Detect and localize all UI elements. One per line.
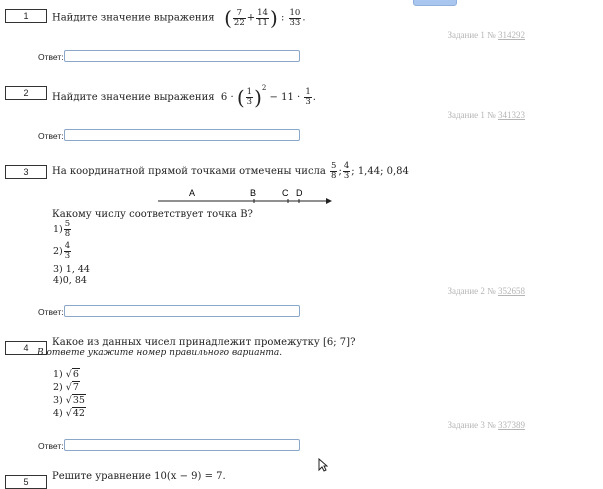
question-4-lead: Какое из данных чисел принадлежит промежутку [6; 7]? xyxy=(52,337,356,348)
answer-label-1: Ответ: xyxy=(38,52,64,62)
number-line-arrow xyxy=(326,198,332,204)
answer-input-4[interactable] xyxy=(64,439,300,451)
fraction-1-3-second: $\frac{1}{3}$ xyxy=(305,87,311,107)
question-number-2: 2 xyxy=(5,86,47,100)
question-3-prompt: Какому числу соответствует точка B? xyxy=(52,209,253,220)
answer-label-4: Ответ: xyxy=(38,441,64,451)
fraction-4-3: $\frac{4}{3}$ xyxy=(343,161,350,181)
number-line xyxy=(150,186,335,208)
fraction-5-8: $\frac{5}{8}$ xyxy=(331,161,337,181)
task-reference-2: Задание 1 № 341323 xyxy=(447,110,525,120)
task-link-1[interactable]: 314292 xyxy=(498,30,525,40)
answer-label-2: Ответ: xyxy=(38,131,64,141)
fraction-14-11: $\frac{14}{11}$ xyxy=(257,7,268,28)
fraction-7-22: $\frac{7}{22}$ xyxy=(233,7,245,28)
point-label-b: B xyxy=(250,188,257,198)
answer-input-1[interactable] xyxy=(64,50,300,62)
point-label-c: C xyxy=(282,188,289,198)
task-reference-3: Задание 2 № 352658 xyxy=(447,286,525,296)
question-1-text: Найдите значение выражения ( $\frac{7}{22}$ + $\frac{14}{11}$ ) : $\frac{10}{33}$ . xyxy=(52,6,306,30)
question-number-3: 3 xyxy=(5,165,47,179)
task-link-4[interactable]: 337389 xyxy=(498,420,525,430)
task-link-2[interactable]: 341323 xyxy=(498,110,525,120)
task-link-3[interactable]: 352658 xyxy=(498,286,525,296)
option-4-3: 3) √35 xyxy=(53,395,85,406)
point-label-d: D xyxy=(296,188,303,198)
question-4-hint: В ответе укажите номер правильного варианта. xyxy=(37,348,283,358)
question-number-1: 1 xyxy=(5,9,47,23)
question-3-text: На координатной прямой точками отмечены числа $\frac{5}{8}$ ; $\frac{4}{3}$ ; 1,44; 0,84 xyxy=(52,161,409,181)
answer-label-3: Ответ: xyxy=(38,307,64,317)
option-3-4: 4)0, 84 xyxy=(53,275,87,286)
answer-input-2[interactable] xyxy=(64,129,300,141)
sqrt-42: √42 xyxy=(65,408,85,419)
fraction-1-3: $\frac{1}{3}$ xyxy=(246,87,253,107)
option-4-4: 4) √42 xyxy=(53,408,85,419)
option-4-1: 1) √6 xyxy=(53,369,79,380)
question-5-lead: Решите уравнение 10(x − 9) = 7. xyxy=(52,471,226,482)
point-label-a: A xyxy=(189,188,196,198)
sqrt-35: √35 xyxy=(65,395,85,406)
option-4-2: 2) √7 xyxy=(53,382,79,393)
task-reference-1: Задание 1 № 314292 xyxy=(447,30,525,40)
option-3-2: 2) $\frac{4}{3}$ xyxy=(53,241,71,261)
fraction-10-33: $\frac{10}{33}$ xyxy=(289,7,301,28)
question-1-lead: Найдите значение выражения xyxy=(52,12,215,24)
answer-input-3[interactable] xyxy=(64,305,300,317)
task-reference-4: Задание 3 № 337389 xyxy=(447,420,525,430)
mouse-cursor-icon xyxy=(318,458,328,472)
option-3-1: 1) $\frac{5}{8}$ xyxy=(53,219,71,239)
top-button[interactable] xyxy=(413,0,457,6)
question-number-5: 5 xyxy=(5,475,47,489)
option-3-3: 3) 1, 44 xyxy=(53,264,90,275)
sqrt-6: √6 xyxy=(65,369,79,380)
question-number-4: 4 xyxy=(5,341,47,355)
question-2-text: Найдите значение выражения 6 · ( $\frac{1}{3}$ )$^2$ − 11 · $\frac{1}{3}$ . xyxy=(52,84,316,110)
sqrt-7: √7 xyxy=(65,382,79,393)
